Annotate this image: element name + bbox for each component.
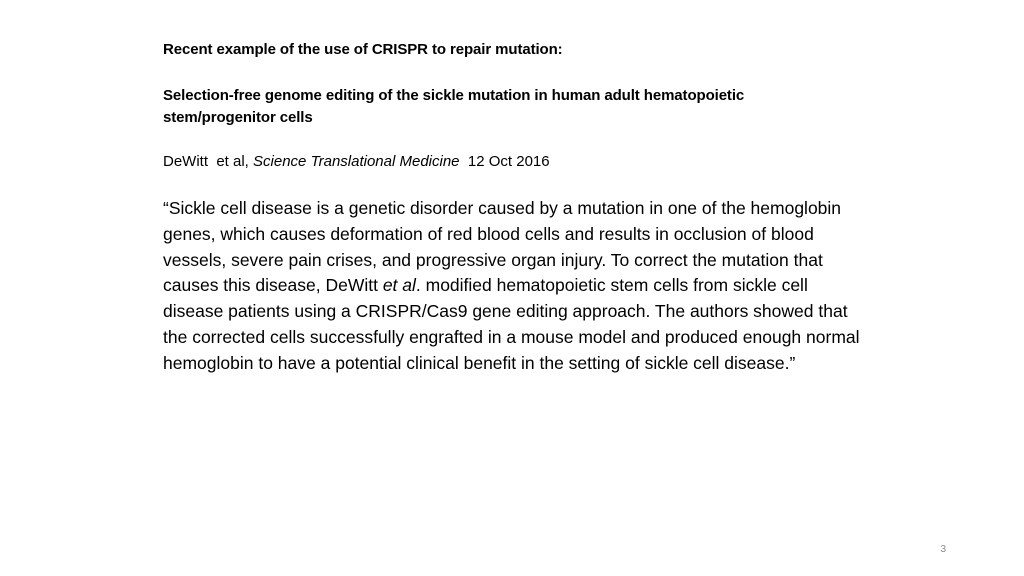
paper-title: Selection-free genome editing of the sickle mutation in human adult hematopoietic stem/progenitor cells <box>163 87 745 126</box>
slide-content <box>163 40 863 377</box>
quote-paragraph <box>163 196 863 377</box>
page-number: 3 <box>940 544 946 555</box>
citation <box>163 152 863 172</box>
quote-etal: et al <box>382 275 416 296</box>
citation-date: 12 Oct 2016 <box>459 153 550 170</box>
citation-authors: DeWitt et al, <box>163 153 254 170</box>
quote-text-part1: “Sickle cell disease is a genetic disorder caused by a mutation in one of the hemoglobin genes, which causes deformation of red blood cells and results in occlusion of blood vessels, severe pain crises, and progressive organ injury. To correct the mutation that causes this disease, DeWitt <box>163 198 842 296</box>
citation-journal: Science Translational Medicine <box>253 153 460 170</box>
slide-heading: Recent example of the use of CRISPR to repair mutation: <box>163 41 563 58</box>
quote-text-part2: . modified hematopoietic stem cells from sickle cell disease patients using a CRISPR/Cas9 gene editing approach. The authors showed that the corrected cells successfully engrafted in a mouse model and produced enough normal hemoglobin to have a potential clinical benefit in the setting of sickle cell disease.” <box>163 275 860 373</box>
